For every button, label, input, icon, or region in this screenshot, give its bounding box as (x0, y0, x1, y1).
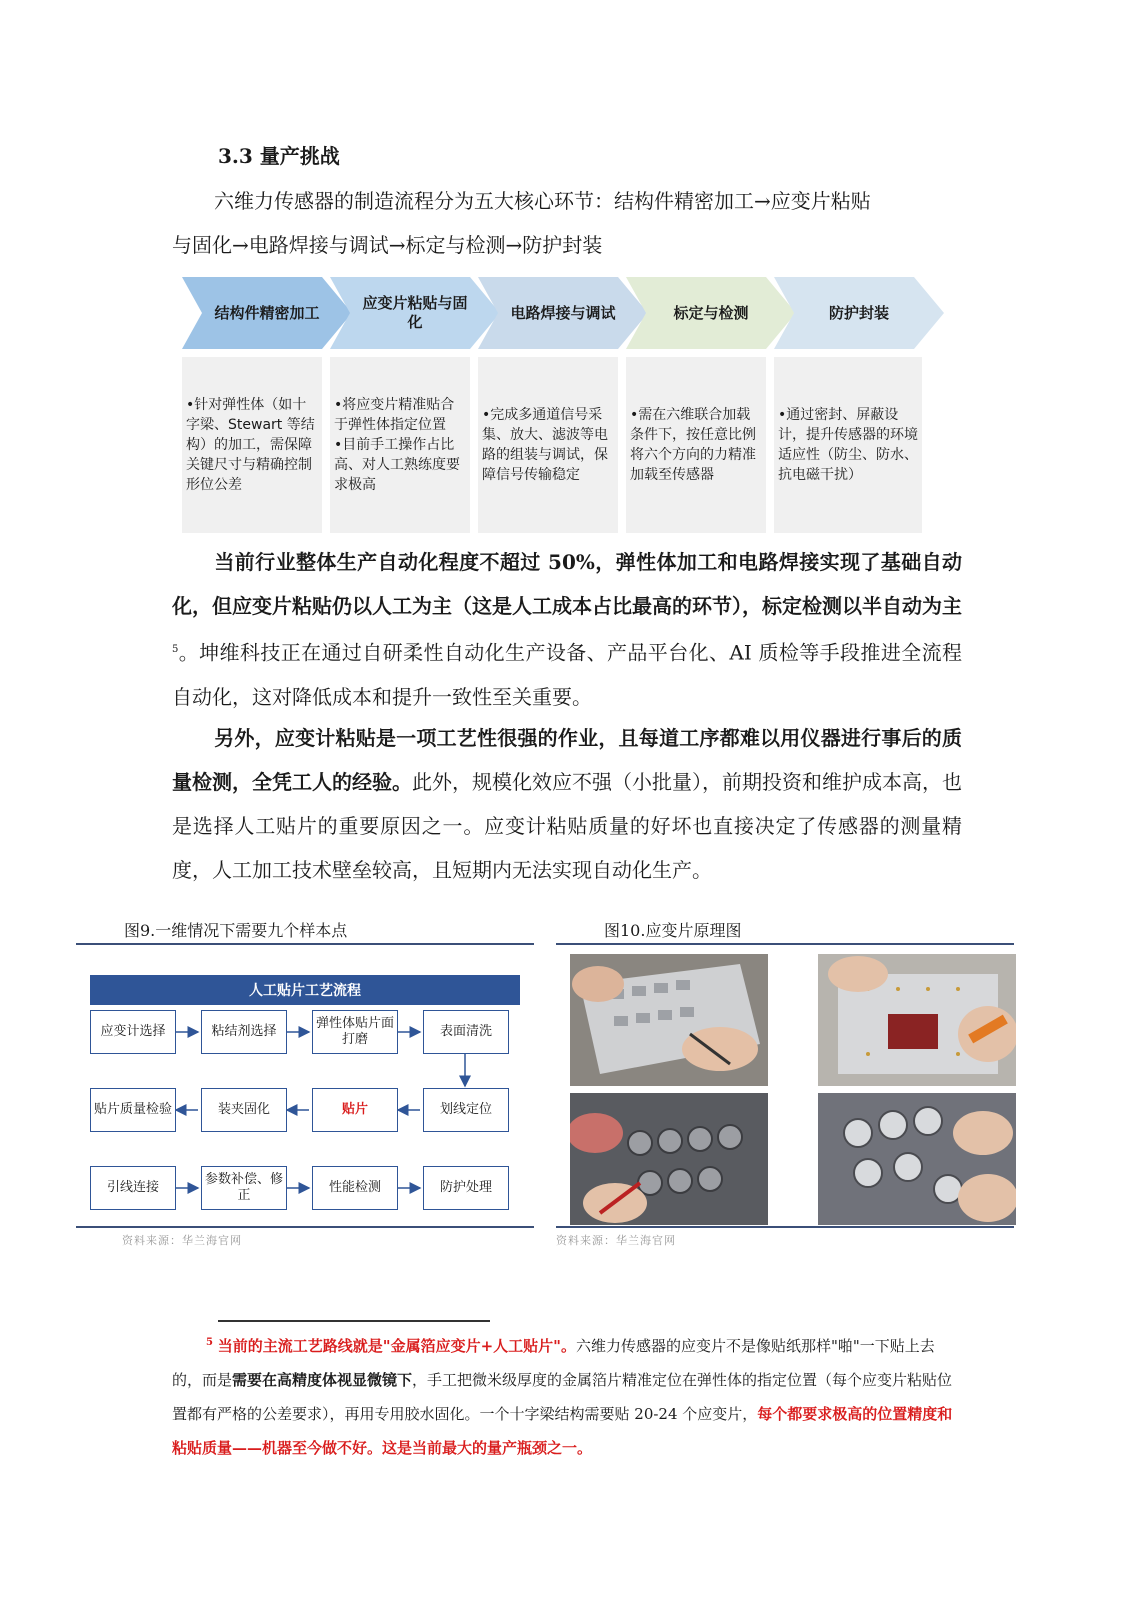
manual-bold-text: 另外，应变计粘贴是一项工艺性很强的作业，且每道工序都难以用仪器进行事后的质量检测，全凭工人的经验。 (172, 726, 962, 794)
intro-paragraph (172, 179, 962, 267)
detail-column-2: •将应变片精准贴合于弹性体指定位置 •目前手工操作占比高、对人工熟练度要求极高 (330, 357, 470, 533)
footnote-rule (218, 1320, 490, 1322)
photo-manual-bonding-1 (570, 954, 768, 1086)
section-title: 3.3 量产挑战 (218, 144, 340, 168)
detail-column-4: •需在六维联合加载条件下，按任意比例将六个方向的力精准加载至传感器 (626, 357, 766, 533)
flow-step-1: 结构件精密加工 (214, 303, 320, 322)
footnote-text-2: ，手工把微米级厚度的金属箔片精准定位在弹性体的指定位置（每个应变片粘贴位置都有严格的公差要求），再用专用胶水固化。一个十字梁结构需要贴 20-24 个应变片， (172, 1371, 953, 1423)
figure-10-source: 资料来源：华兰海官网 (556, 1234, 676, 1247)
step-gauge-selection: 应变计选择 (90, 1010, 176, 1054)
footnote-text-1: 六维力传感器的应变片不是像贴纸那样"啪"一下贴上去的，而是 (172, 1337, 935, 1389)
manual-paragraph (172, 716, 962, 892)
step-quality-inspection: 贴片质量检验 (90, 1088, 176, 1132)
step-compensation: 参数补偿、修正 (201, 1166, 287, 1210)
flow-step-5: 防护封装 (828, 303, 889, 322)
figure-10-top-rule (556, 943, 1014, 945)
figure-9-source: 资料来源：华兰海官网 (122, 1234, 242, 1247)
footnote-bold-text: 需要在高精度体视显微镜下 (232, 1371, 413, 1389)
figure-10-bottom-rule (556, 1226, 1014, 1228)
step-bonding: 贴片 (312, 1088, 398, 1132)
footnote (172, 1326, 962, 1465)
figure-10-title: 图10.应变片原理图 (604, 921, 742, 940)
process-flow (182, 277, 952, 349)
manual-text: 此外，规模化效应不强（小批量），前期投资和维护成本高，也是选择人工贴片的重要原因之一。应变计粘贴质量的好坏也直接决定了传感器的测量精度，人工加工技术壁垒较高，且短期内无法实现自动化生产。 (172, 770, 962, 882)
detail-column-5: •通过密封、屏蔽设计，提升传感器的环境适应性（防尘、防水、抗电磁干扰） (774, 357, 922, 533)
step-surface-grinding: 弹性体贴片面打磨 (312, 1010, 398, 1054)
flow-step-3: 电路焊接与调试 (510, 303, 616, 322)
detail-column-1: •针对弹性体（如十字梁、Stewart 等结构）的加工，需保障关键尺寸与精确控制形位公差 (182, 357, 322, 533)
figure-9-top-rule (76, 943, 534, 945)
automation-text: 。坤维科技正在通过自研柔性自动化生产设备、产品平台化、AI 质检等手段推进全流程自动化，这对降低成本和提升一致性至关重要。 (172, 640, 962, 709)
step-clamp-curing: 装夹固化 (201, 1088, 287, 1132)
figure-9-flowchart (90, 1010, 520, 1210)
photo-clamp-curing (570, 1093, 768, 1225)
intro-line-2: 与固化→电路焊接与调试→标定与检测→防护封装 (172, 233, 603, 257)
figure-9-title: 图9.一维情况下需要九个样本点 (124, 921, 348, 940)
photo-soldering (818, 954, 1016, 1086)
step-lead-connection: 引线连接 (90, 1166, 176, 1210)
intro-line-1: 六维力传感器的制造流程分为五大核心环节：结构件精密加工→应变片粘贴 (214, 189, 871, 213)
figure-9-banner: 人工贴片工艺流程 (90, 975, 520, 1005)
figure-9-bottom-rule (76, 1226, 534, 1228)
step-surface-cleaning: 表面清洗 (423, 1010, 509, 1054)
automation-bold-text: 当前行业整体生产自动化程度不超过 50%，弹性体加工和电路焊接实现了基础自动化，但应变片粘贴仍以人工为主（这是人工成本占比最高的环节），标定检测以半自动为主 (172, 550, 962, 618)
footnote-red-text-2: 每个都要求极高的位置精度和粘贴质量——机器至今做不好。这是当前最大的量产瓶颈之一。 (172, 1405, 953, 1457)
step-marking-positioning: 划线定位 (423, 1088, 509, 1132)
flow-step-4: 标定与检测 (673, 303, 749, 322)
footnote-ref: 5 (172, 644, 179, 655)
step-adhesive-selection: 粘结剂选择 (201, 1010, 287, 1054)
automation-paragraph (172, 540, 962, 719)
step-protection: 防护处理 (423, 1166, 509, 1210)
flow-step-2: 应变片粘贴与固化 (362, 294, 468, 331)
detail-column-3: •完成多通道信号采集、放大、滤波等电路的组装与调试，保障信号传输稳定 (478, 357, 618, 533)
process-details (182, 357, 922, 533)
footnote-red-text-1: 当前的主流工艺路线就是"金属箔应变片+人工贴片"。 (217, 1337, 576, 1355)
footnote-number: 5 (206, 1337, 213, 1348)
photo-sensor-assembly (818, 1093, 1016, 1225)
step-performance-test: 性能检测 (312, 1166, 398, 1210)
